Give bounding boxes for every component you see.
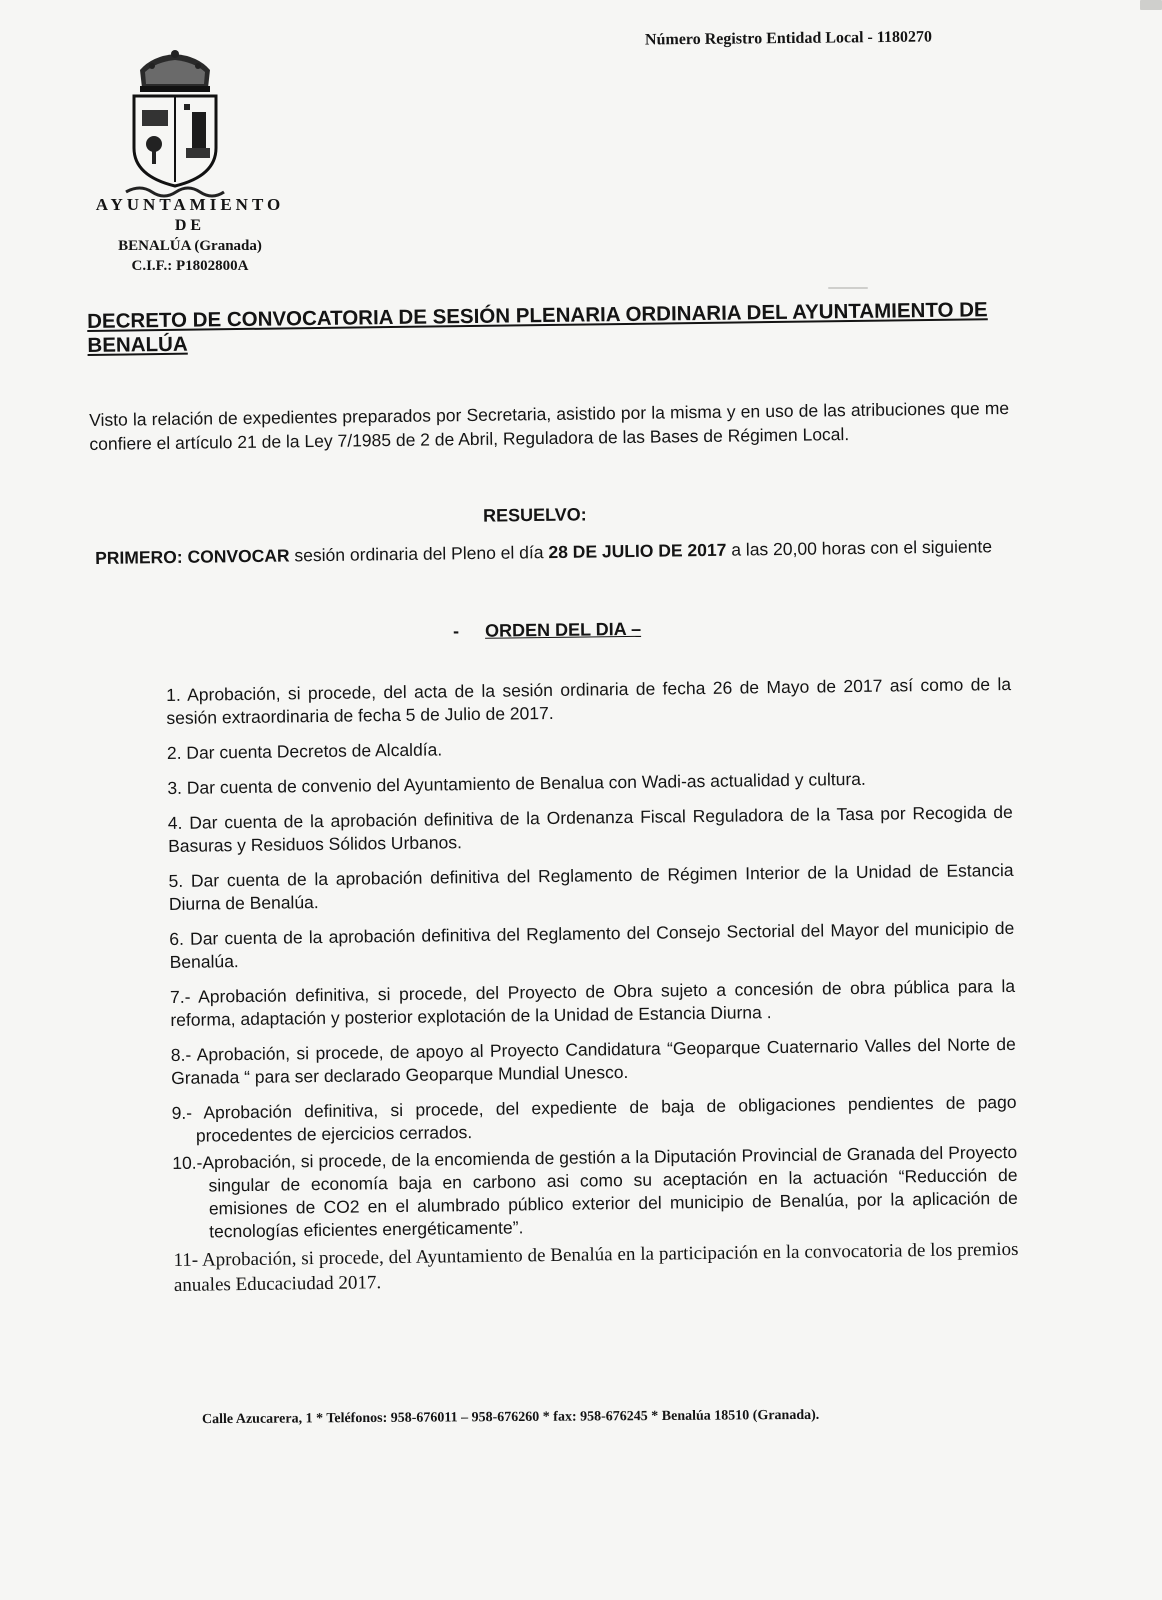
agenda-item: 3. Dar cuenta de convenio del Ayuntamiento de Benalua con Wadi-as actualidad y cultura. bbox=[167, 768, 866, 798]
registro-entidad-local: Número Registro Entidad Local - 1180270 bbox=[644, 28, 933, 49]
primero-text-after: a las 20,00 horas con el siguiente bbox=[731, 536, 993, 560]
scan-mark bbox=[828, 287, 868, 289]
issuer-municipio: BENALÚA (Granada) bbox=[118, 238, 262, 254]
agenda-item: 5. Dar cuenta de la aprobación definitiva del Reglamento de Régimen Interior de la Unidad de Estancia Diurna de Benalúa. bbox=[168, 859, 1014, 914]
agenda-item: 10.-Aprobación, si procede, de la encomienda de gestión a la Diputación Provincial de Granada del Proyecto singular de economía baja en carbono asi como su aceptación en la actuación “Reducción de emisiones de CO2 en el alumbrado público exterior del municipio de Benalúa, por la aplicación de tecnologías eficientes energéticamente”. bbox=[172, 1141, 1018, 1242]
issuer-ayuntamiento: AYUNTAMIENTO bbox=[95, 195, 285, 214]
intro-paragraph: Visto la relación de expedientes preparados por Secretaria, asistido por la misma y en uso de las atribuciones que me confiere el artículo 21 de la Ley 7/1985 de 2 de Abril, Reguladora de las Bases de Régimen Local. bbox=[89, 397, 1010, 454]
issuer-de: DE bbox=[174, 217, 206, 234]
primero-paragraph bbox=[95, 534, 1015, 570]
agenda-item: 7.- Aprobación definitiva, si procede, del Proyecto de Obra sujeto a concesión de obra pública para la reforma, adaptación y posterior explotación de la Unidad de Estancia Diurna . bbox=[169, 975, 1016, 1030]
issuer-cif: C.I.F.: P1802800A bbox=[131, 258, 249, 274]
agenda-item: 8.- Aprobación, si procede, de apoyo al Proyecto Candidatura “Geoparque Cuaternario Valles del Norte de Granada “ para ser declarado Geoparque Mundial Unesco. bbox=[170, 1033, 1016, 1088]
primero-text-before: sesión ordinaria del Pleno el día bbox=[294, 542, 544, 566]
coat-of-arms-icon bbox=[120, 48, 230, 198]
scan-mark bbox=[1140, 0, 1162, 10]
agenda-item: 1. Aprobación, si procede, del acta de la sesión ordinaria de fecha 26 de Mayo de 2017 así como de la sesión extraordinaria de fecha 5 de Julio de 2017. bbox=[166, 673, 1012, 728]
orden-label: ORDEN DEL DIA – bbox=[484, 618, 642, 641]
session-date: 28 DE JULIO DE 2017 bbox=[548, 539, 727, 563]
primero-label: PRIMERO: bbox=[95, 546, 183, 568]
orden-del-dia-heading bbox=[453, 619, 641, 642]
agenda-item: 9.- Aprobación definitiva, si procede, del expediente de baja de obligaciones pendientes de pago procedentes de ejercicios cerrados. bbox=[171, 1091, 1017, 1146]
agenda-list bbox=[166, 673, 1019, 1298]
agenda-item: 4. Dar cuenta de la aprobación definitiva de la Ordenanza Fiscal Reguladora de la Tasa por Recogida de Basuras y Residuos Sólidos Urbanos. bbox=[167, 801, 1013, 856]
document-title: DECRETO DE CONVOCATORIA DE SESIÓN PLENARIA ORDINARIA DEL AYUNTAMIENTO DE BENALÚA bbox=[87, 298, 988, 357]
agenda-item: 11- Aprobación, si procede, del Ayuntamiento de Benalúa en la participación en la convocatoria de los premios anuales Educaciudad 2017. bbox=[173, 1238, 1019, 1296]
agenda-item: 6. Dar cuenta de la aprobación definitiva del Reglamento del Consejo Sectorial del Mayor del municipio de Benalúa. bbox=[169, 917, 1015, 972]
resuelvo-heading: RESUELVO: bbox=[482, 504, 587, 526]
issuer-header bbox=[70, 194, 310, 276]
orden-dash: - bbox=[452, 621, 460, 642]
primero-convocar: CONVOCAR bbox=[187, 545, 290, 567]
footer-address: Calle Azucarera, 1 * Teléfonos: 958-676011 – 958-676260 * fax: 958-676245 * Benalúa 18510 (Granada). bbox=[201, 1407, 820, 1428]
agenda-item: 2. Dar cuenta Decretos de Alcaldía. bbox=[166, 739, 443, 763]
